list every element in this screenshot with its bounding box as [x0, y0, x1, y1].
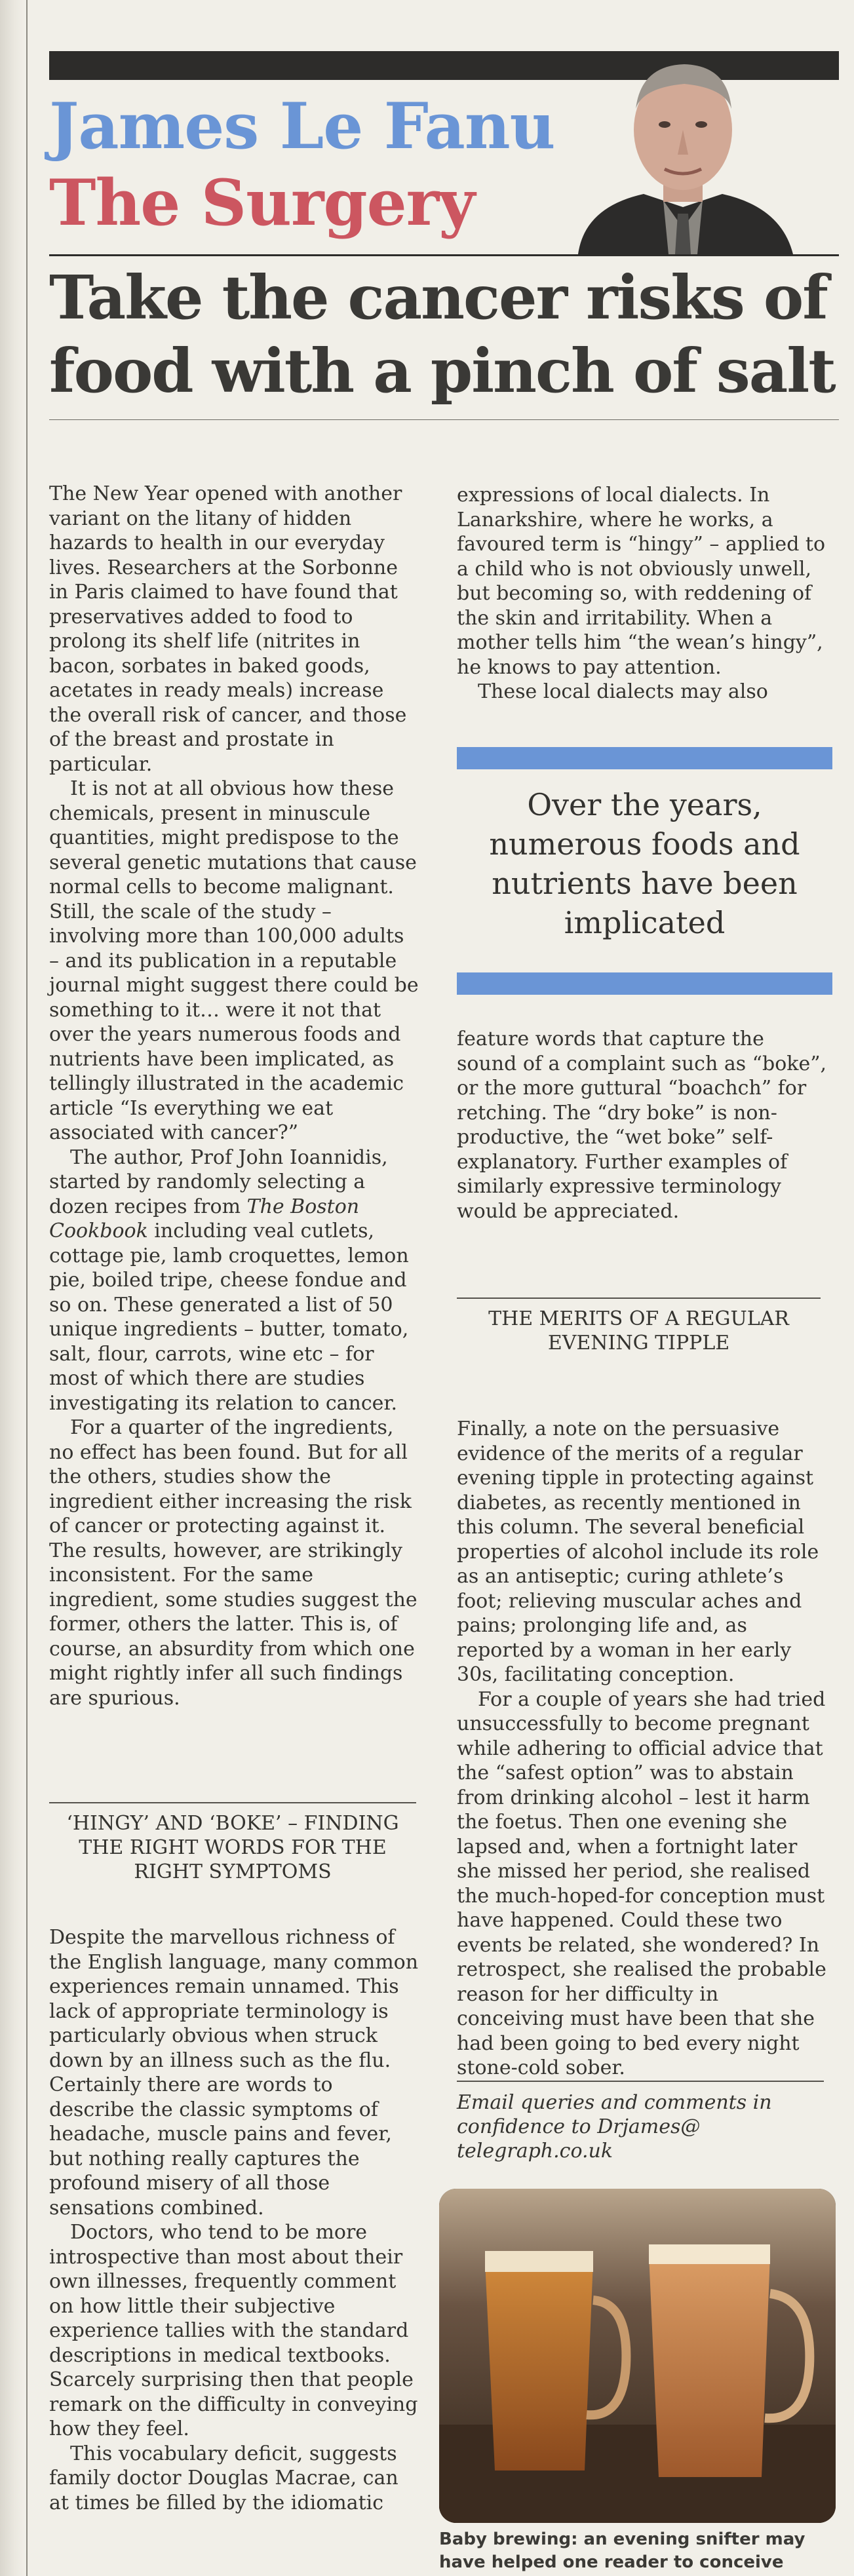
paragraph: For a couple of years she had tried unsuccessfully to become pregnant while adhering to official advice that the “safest option” was to abstain from drinking alcohol – lest it harm the foetus. Then one evening she lapsed and, when a fortnight later she missed her period, she realised the much-hoped-for conception must have happened. Could these two events be related, she wondered? In retrospect, she realised the probable reason for her difficulty in conceiving must have been that she had been going to bed every night stone-cold sober. — [457, 1687, 826, 2079]
author-portrait — [532, 31, 834, 254]
email-note: Email queries and comments in confidence to Drjames@ telegraph.co.uk — [457, 2091, 772, 2163]
paragraph: Doctors, who tend to be more introspective than most about their own illnesses, frequently comment on how little their subjective experience tallies with the standard descriptions in medical textbooks. Scarcely surprising then that people remark on the difficulty in conveying how they feel. — [49, 2221, 418, 2440]
paragraph: For a quarter of the ingredients, no effect has been found. But for all the others, studies show the ingredient either increasing the risk of cancer or protecting against it. The results, however, are strikingly inconsistent. For the same ingredient, some studies suggest the former, others the latter. This is, of course, an absurdity from which one might rightly infer all such findings are spurious. — [49, 1416, 417, 1710]
paragraph-author — [49, 1145, 419, 1416]
text-run: including veal cutlets, cottage pie, lamb croquettes, lemon pie, boiled tripe, cheese fondue and so on. These generated a list of 50 unique ingredients – butter, tomato, salt, flour, carrots, wine etc – for most of which there are studies investigating its relation to cancer. — [49, 1220, 409, 1415]
headline-rule — [49, 254, 839, 256]
pull-quote: Over the years, numerous foods and nutrients have been implicated — [489, 787, 800, 940]
paragraph: feature words that capture the sound of a complaint such as “boke”, or the more guttural “boachch” for retching. The “dry boke” is non-productive, the “wet boke” self-explanatory. Further examples of similarly expressive terminology would be appreciated. — [457, 1028, 827, 1223]
right-column-lower — [457, 1417, 827, 2081]
paragraph: These local dialects may also — [478, 680, 768, 703]
right-column-top — [457, 483, 827, 704]
paragraph: expressions of local dialects. In Lanarkshire, where he works, a favoured term is “hingy” – applied to a child who is not obviously unwell, but becoming so, with reddening of the skin and irritability. When a mother tells him “the wean’s hingy”, he knows to pay attention. — [457, 484, 826, 679]
left-column — [49, 482, 419, 1710]
headline — [49, 261, 836, 408]
headline-line-1: Take the cancer risks of — [49, 262, 827, 333]
paragraph: Despite the marvellous richness of the English language, many common experiences remain unnamed. This lack of appropriate terminology is particularly obvious when struck down by an illness such as the flu. Certainly there are words to describe the classic symptoms of headache, muscle pains and fever, but nothing really captures the profound misery of all those sensations combined. — [49, 1926, 419, 2220]
paragraph: It is not at all obvious how these chemicals, present in minuscule quantities, might predispose to the several genetic mutations that cause normal cells to become malignant. Still, the scale of the study – involving more than 100,000 adults – and its publication in a reputable journal might suggest there could be something to it… were it not that over the years numerous foods and nutrients have been implicated, as tellingly illustrated in the academic article “Is everything we eat associated with cancer?” — [49, 777, 419, 1144]
paragraph: Finally, a note on the persuasive evidence of the merits of a regular evening tipple in protecting against diabetes, as recently mentioned in this column. The several beneficial properties of alcohol include its role as an antiseptic; curing athlete’s foot; relieving muscular aches and pains; prolonging life and, as reported by a woman in her early 30s, facilitating conception. — [457, 1417, 819, 1686]
page-edge — [0, 0, 25, 2576]
right-column-middle — [457, 1027, 827, 1223]
headline-rule-bottom — [49, 419, 839, 420]
headline-line-2: food with a pinch of salt — [49, 336, 835, 406]
pull-quote-bar-top — [457, 747, 832, 769]
email-rule — [457, 2081, 824, 2082]
subhead-evening-tipple: THE MERITS OF A REGULAR EVENING TIPPLE — [457, 1298, 821, 1355]
book-title: The Boston Cookbook — [49, 1195, 360, 1242]
subhead-hingy-boke: ‘HINGY’ AND ‘BOKE’ – FINDING THE RIGHT WORDS FOR THE RIGHT SYMPTOMS — [49, 1802, 416, 1884]
pull-quote-bar-bottom — [457, 972, 832, 995]
paragraph: This vocabulary deficit, suggests family doctor Douglas Macrae, can at times be filled by the idiomatic — [49, 2442, 398, 2514]
margin-rule — [26, 0, 28, 2576]
byline: James Le Fanu — [49, 89, 555, 163]
photo-caption: Baby brewing: an evening snifter may have helped one reader to conceive — [439, 2529, 805, 2572]
beer-glasses-photo — [439, 2189, 836, 2523]
text-run: The author, Prof John Ioannidis, started by randomly selecting a dozen recipes from — [49, 1145, 388, 1218]
left-column-lower — [49, 1925, 419, 2515]
paragraph: The New Year opened with another variant on the litany of hidden hazards to health in our everyday lives. Researchers at the Sorbonne in Paris claimed to have found that preservatives added to food to prolong its shelf life (nitrites in bacon, sorbates in baked goods, acetates in ready meals) increase the overall risk of cancer, and those of the breast and prostate in particular. — [49, 482, 407, 776]
column-name: The Surgery — [49, 166, 475, 240]
